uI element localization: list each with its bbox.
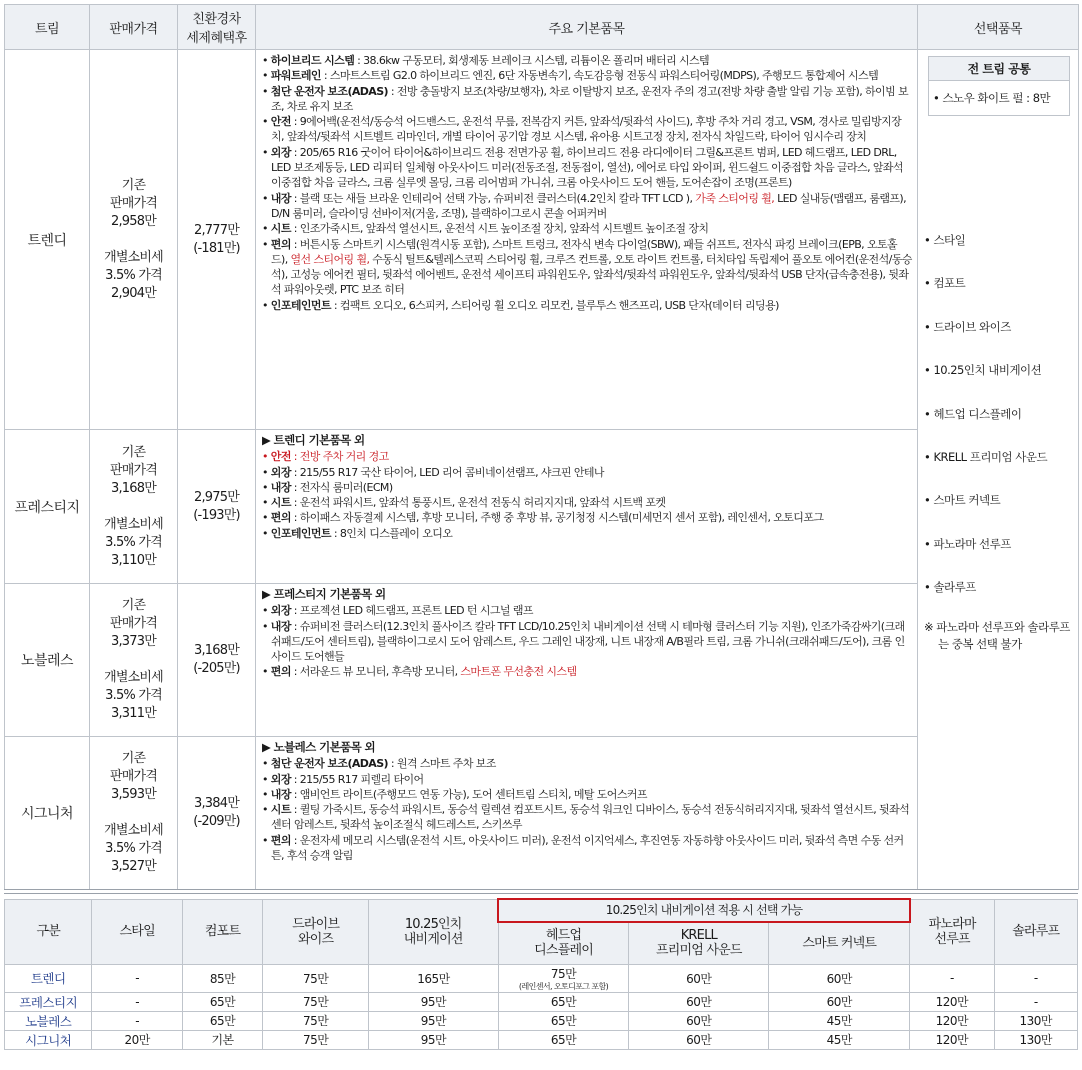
feature-item [262,68,913,83]
cell-comfort [182,1030,262,1049]
cell-style [92,992,183,1011]
sub-header-drive-wise [263,899,369,964]
feature-text: : 전방 충돌방지 보조(차량/보행자), 차로 이탈방지 보조, 운전자 주의 경고(전방 차량 출발 알림 기능 포함), 하이빔 보조, 차로 유지 보조 [271,84,909,113]
trim-price-table [4,4,1079,890]
bullet: • [262,526,271,540]
feature-text: : 퀼팅 가죽시트, 동승석 파워시트, 동승석 릴렉션 컴포트시트, 동승석 워크인 디바이스, 동승석 전동식허리지지대, 뒷좌석 열선시트, 뒷좌석 센터 암레스트, 뒷좌석 높이조절식 헤드레스트, 스키쓰루 [271,803,910,832]
trim-row-trendy [5,50,1079,430]
price-gap [91,804,176,822]
feature-category: 편의 [270,833,291,847]
feature-text: : 215/55 R17 피렐리 타이어 [290,772,424,786]
sub-header-krell-line2: 프리미엄 사운드 [656,943,742,958]
price-line: 판매가격 [109,616,158,631]
cell-value: 120만 [935,1014,969,1028]
cell-value: 65만 [550,995,577,1009]
bullet: • [262,145,271,159]
cell-navi [369,1030,499,1049]
cell-comfort [182,1011,262,1030]
bullet: • [262,619,271,633]
option-item: • 스타일 [924,233,966,247]
feature-text: : 운전석 파워시트, 앞좌석 통풍시트, 운전석 전동식 허리지지대, 앞좌석 시트백 포켓 [290,496,666,510]
common-option-box [928,56,1070,116]
trim-discount-price [178,430,256,584]
price-line: 3,593만 [111,787,156,802]
option-item: • 드라이브 와이즈 [924,319,1011,334]
feature-item [262,619,913,665]
price-line: 3.5% 가격 [105,534,162,550]
main-header-row [5,5,1079,50]
bullet: • [262,298,271,312]
option-item: • 10.25인치 내비게이션 [924,363,1042,378]
option-item: • 헤드업 디스플레이 [924,406,1022,421]
trim-features [256,430,918,584]
feature-text: : 215/55 R17 국산 타이어, LED 리어 콤비네이션램프, 샤크핀 안테나 [290,465,604,479]
price-line: 판매가격 [109,769,158,784]
bullet: • [262,604,271,618]
cell-style [92,964,183,992]
cell-sunroof [910,1011,994,1030]
trim-price [90,584,178,737]
bullet: • [262,54,271,67]
sub-header-style: 스타일 [92,899,183,964]
bullet: • [262,480,271,494]
bullet: • [262,237,271,251]
sub-header-sunroof-line2: 선루프 [934,931,970,947]
feature-item [262,480,913,495]
cell-style [92,1011,183,1030]
cell-krell [629,1011,769,1030]
cell-connect [769,964,910,992]
price-line: 기존 [121,177,146,193]
cell-value: 45만 [826,1033,852,1047]
feature-category: 인포테인먼트 [270,526,331,540]
bullet: • [262,84,271,98]
cell-value: 20만 [124,1033,150,1047]
feature-text: : 38.6kw 구동모터, 회생제동 브레이크 시스템, 리튬이온 폴리머 배터리 시스템 [354,54,710,67]
cell-hud [498,964,629,992]
option-item: • 스마트 커넥트 [924,493,1001,508]
header-features: 주요 기본품목 [256,5,918,50]
price-line: 기존 [121,751,146,766]
cell-value: 95만 [420,1033,447,1047]
bullet: • [262,450,271,464]
feature-text: : 9에어백(운전석/동승석 어드밴스드, 운전석 무릎, 전복감지 커튼, 앞좌석/뒷좌석 사이드), 후방 주차 거리 경고, VSM, 경사로 밀림방지장치, 앞좌석/뒷좌석 시트벨트 리마인더, 개별 타이어 공기압 경보 시스템, 유아용 시트고정 장치, 전자식 차일드락, 타이어 임시수리 장치 [271,115,902,144]
feature-item [262,84,913,115]
cell-value: - [1033,971,1038,985]
feature-text: : 프로젝션 LED 헤드램프, 프론트 LED 턴 시그널 램프 [290,604,533,618]
cell-comfort [182,992,262,1011]
cell-value: - [949,971,954,985]
trim-row-prestige [5,430,1079,584]
option-note: ※ 파노라마 선루프와 솔라루프는 중복 선택 불가 [924,619,1070,651]
cell-value: 165만 [417,971,450,986]
trim-features [256,584,918,737]
feature-category: 인포테인먼트 [270,298,331,312]
cell-style [92,1030,183,1049]
feature-category: 파워트레인 [270,69,321,83]
feature-category: 하이브리드 시스템 [270,54,355,67]
feature-category: 내장 [270,191,291,205]
common-option-item: • 스노우 화이트 펄 : 8만 [933,91,1051,105]
cell-value: 95만 [420,995,447,1009]
feature-category: 편의 [270,237,291,251]
feature-category: 첨단 운전자 보조(ADAS) [270,757,388,771]
cell-value: 60만 [826,971,852,986]
cell-note: (레인센서, 오토디포그 포함) [518,981,609,991]
price-line: 개별소비세 [104,823,163,838]
feature-item [262,237,913,298]
feature-category: 내장 [270,480,291,494]
header-discount-line2: 세제혜택후 [186,31,247,46]
trim-price [90,737,178,890]
price-line: 개별소비세 [104,249,163,265]
cell-value: 기본 [211,1033,234,1047]
trim-discount-price [178,50,256,430]
options-cell [918,50,1079,890]
feature-category: 외장 [270,772,291,786]
sub-header-navigation-group: 10.25인치 내비게이션 적용 시 선택 가능 [498,899,909,922]
cell-sunroof [910,1030,994,1049]
price-line: 3.5% 가격 [105,267,162,283]
bullet: • [262,803,271,817]
cell-value: 75만 [302,971,329,986]
feature-category: 첨단 운전자 보조(ADAS) [270,84,388,98]
price-line: 2,958만 [111,213,156,229]
cell-value: 60만 [686,1033,712,1047]
cell-value: 65만 [209,1014,236,1028]
sub-header-comfort: 컴포트 [182,899,262,964]
sub-header-navigation [369,899,499,964]
cell-hud [498,992,629,1011]
cell-navi [369,1011,499,1030]
price-line: 3.5% 가격 [105,841,162,856]
price-line: 개별소비세 [104,516,163,532]
cell-krell [629,964,769,992]
cell-value: - [135,994,140,1009]
feature-text: : 서라운드 뷰 모니터, 후측방 모니터, [290,665,461,679]
price-line: 3,527만 [111,859,156,874]
feature-item [262,191,913,222]
price-line: 기존 [121,598,146,613]
trim-features [256,737,918,890]
feature-text: : 버튼시동 스마트키 시스템(원격시동 포함), 스마트 트렁크, 전자식 변속 다이얼(SBW), 패들 쉬프트, 전자식 파킹 브레이크(EPB, 오토홀드), [271,237,898,266]
feature-section-title: ▶ 트렌디 기본품목 외 [262,433,365,447]
table-row [5,1011,1078,1030]
cell-value: 130만 [1019,1014,1053,1028]
feature-item [262,465,913,480]
trim-row-noblesse [5,584,1079,737]
sub-header-category: 구분 [5,899,92,964]
section-divider [4,889,1078,894]
feature-category: 외장 [270,145,291,159]
feature-section-title: ▶ 노블레스 기본품목 외 [262,740,376,754]
feature-item [262,145,913,191]
sub-header-sunroof-line1: 파노라마 [928,916,976,932]
feature-item [262,772,913,787]
feature-item [262,449,913,464]
discount-line: 2,975만 [194,489,239,505]
price-line: 판매가격 [109,462,158,478]
bullet: • [262,496,271,510]
price-line: 3,110만 [111,552,156,568]
feature-category: 편의 [270,665,291,679]
cell-drive [263,1011,369,1030]
cell-value: 130만 [1019,1033,1053,1047]
bullet: • [262,787,271,801]
feature-text: LED 실내등(맵램프, 룸램프), D/N 룸미러, 슬라이딩 선바이저(거울, 조명), 블랙하이그로시 콘솔 어퍼커버 [271,191,907,220]
discount-line: (-181만) [193,240,240,256]
trim-discount-price [178,737,256,890]
cell-value: 65만 [209,995,236,1009]
feature-category: 시트 [270,222,291,236]
sub-header-drive-wise-line1: 드라이브 [292,916,340,932]
sub-header-drive-wise-line2: 와이즈 [298,931,334,947]
bullet: • [262,222,271,236]
cell-solar [994,1030,1077,1049]
cell-navi [369,964,499,992]
cell-connect [769,1011,910,1030]
feature-text: : 205/65 R16 굿이어 타이어&하이브리드 전용 전면가공 휠, 하이브리드 전용 라디에이터 그릴&프론트 범퍼, LED 헤드램프, LED DRL, LED 보조제동등, LED 리피터 일체형 아웃사이드 미러(전동조절, 전동접이, 열선), 에어로 타입 와이퍼, 윈드쉴드 이중접합 차음 글라스, 앞좌석 이중접합 차음 글라스, 크롬 실루엣 몰딩, 크롬 리어범퍼 가니쉬, 크롬 아웃사이드 도어 핸들, 도어손잡이 조명(프론트) [271,145,903,190]
cell-sunroof [910,964,994,992]
feature-item [262,53,913,68]
feature-category: 내장 [270,619,291,633]
option-item: • KRELL 프리미엄 사운드 [924,449,1048,464]
table-row [5,964,1078,992]
discount-line: 2,777만 [194,222,239,238]
discount-line: 3,168만 [194,643,239,658]
option-list [924,232,1074,623]
feature-category: 편의 [270,511,291,525]
feature-section-title: ▶ 프레스티지 기본품목 외 [262,587,386,601]
price-line: 판매가격 [109,195,158,211]
discount-line: (-209만) [193,814,240,829]
feature-item [262,787,913,802]
cell-value: 60만 [686,971,712,986]
trim-price [90,50,178,430]
header-options: 선택품목 [918,5,1079,50]
sub-header-hud-line2: 디스플레이 [534,943,593,958]
cell-value: 75만 [302,1014,329,1028]
cell-value: 120만 [935,1033,969,1047]
feature-item [262,114,913,145]
price-line: 3,373만 [111,634,156,649]
feature-text: 가죽 스티어링 휠, [695,191,775,205]
sub-header-navigation-line2: 내비게이션 [403,931,463,947]
feature-text: : 스마트스트림 G2.0 하이브리드 엔진, 6단 자동변속기, 속도감응형 전동식 파워스티어링(MDPS), 주행모드 통합제어 시스템 [320,69,879,83]
trim-name: 노블레스 [5,584,90,737]
sub-header-krell [629,922,769,964]
cell-drive [263,992,369,1011]
cell-krell [629,992,769,1011]
feature-category: 시트 [270,496,291,510]
price-gap [91,651,176,669]
option-item: • 컴포트 [924,276,966,291]
feature-text: : 원격 스마트 주차 보조 [387,757,496,771]
feature-item [262,603,913,618]
cell-value: 120만 [935,995,969,1009]
feature-category: 시트 [270,803,291,817]
main-table-body [5,50,1079,890]
sub-header-row-1 [5,899,1078,922]
feature-text: : 컴팩트 오디오, 6스피커, 스티어링 휠 오디오 리모컨, 블루투스 핸즈프리, USB 단자(데이터 리딩용) [330,298,779,312]
cell-connect [769,992,910,1011]
trim-price [90,430,178,584]
cell-value: 95만 [420,1014,447,1028]
row-trim-name: 시그니처 [5,1030,92,1049]
feature-item [262,221,913,236]
feature-text: 수동식 틸트&텔레스코픽 스티어링 휠, 크루즈 컨트롤, 오토 라이트 컨트롤, 터치타입 독립제어 풀오토 에어컨(운전석/동승석), 고성능 에어컨 필터, 뒷좌석 에어벤트, 운전석 세이프티 파워윈도우, 앞좌석/뒷좌석 파워윈도우, 앞좌석/뒷좌석 USB 단자(급속충전용), 뒷좌석 파워아웃렛, PTC 보조 히터 [271,252,912,297]
option-item: • 파노라마 선루프 [924,536,1011,551]
option-item: • 솔라루프 [924,580,976,595]
trim-name: 프레스티지 [5,430,90,584]
trim-name: 트렌디 [5,50,90,430]
cell-solar [994,964,1077,992]
cell-value: 60만 [686,1014,712,1028]
cell-solar [994,1011,1077,1030]
trim-name: 시그니처 [5,737,90,890]
feature-item [262,526,913,541]
feature-text: : 앰비언트 라이트(주행모드 연동 가능), 도어 센터트림 스티치, 메탈 도어스커프 [290,787,647,801]
header-price: 판매가격 [90,5,178,50]
bullet: • [262,69,271,83]
price-line: 3.5% 가격 [105,688,162,703]
price-line: 기존 [121,444,146,460]
cell-navi [369,992,499,1011]
cell-hud [498,1011,629,1030]
sub-header-sunroof [910,899,994,964]
cell-value: 45만 [826,1014,852,1028]
feature-item [262,664,913,679]
feature-category: 내장 [270,787,291,801]
feature-text: : 슈퍼비전 클러스터(12.3인치 풀사이즈 칼라 TFT LCD/10.25인치 내비게이션 선택 시 테마형 클러스터 기능 지원), 인조가죽감싸기(크래쉬패드/도어 센터트림), 블랙하이그로시 도어 암레스트, 우드 그레인 내장재, 니트 내장재 A/B필라 트림, 크롬 가니쉬(크래쉬패드/도어), 크롬 인사이드 도어핸들 [271,619,905,664]
cell-drive [263,964,369,992]
feature-category: 안전 [270,115,291,129]
cell-value: 75만 [302,1033,329,1047]
cell-drive [263,1030,369,1049]
cell-value: 75만 [302,995,329,1009]
table-row [5,992,1078,1011]
feature-item [262,756,913,771]
feature-text: 열선 스티어링 휠, [290,252,370,266]
cell-value: 65만 [550,1014,577,1028]
price-line: 3,311만 [111,706,156,721]
feature-text: : 전자식 룸미러(ECM) [290,480,393,494]
feature-category: 안전 [270,450,291,464]
feature-item [262,510,913,525]
trim-features [256,50,918,430]
sub-header-hud-line1: 헤드업 [545,928,582,943]
price-line: 개별소비세 [104,670,163,685]
feature-category: 외장 [270,604,291,618]
feature-item [262,802,913,833]
sub-table-body [5,964,1078,1049]
bullet: • [262,191,271,205]
price-line: 2,904만 [111,285,156,301]
cell-value: 85만 [209,971,236,986]
price-gap [91,498,176,516]
sub-header-krell-line1: KRELL [680,928,717,943]
cell-sunroof [910,992,994,1011]
cell-value: - [135,971,140,985]
header-discount-line1: 친환경차 [192,12,241,27]
bullet: • [262,665,271,679]
sub-header-hud [498,922,629,964]
cell-value: 65만 [550,1033,577,1047]
feature-text: : 하이패스 자동결제 시스템, 후방 모니터, 주행 중 후방 뷰, 공기청정 시스템(미세먼지 센서 포함), 레인센서, 오토디포그 [290,511,824,525]
cell-value: - [1033,994,1038,1009]
discount-line: (-205만) [193,661,240,676]
cell-hud [498,1030,629,1049]
cell-value: - [135,1013,140,1028]
sub-header-smart-connect: 스마트 커넥트 [769,922,910,964]
bullet: • [262,772,271,786]
row-trim-name: 프레스티지 [5,992,92,1011]
table-row [5,1030,1078,1049]
cell-solar [994,992,1077,1011]
header-discount [178,5,256,50]
cell-value: 60만 [826,995,852,1009]
row-trim-name: 노블레스 [5,1011,92,1030]
cell-krell [629,1030,769,1049]
trim-discount-price [178,584,256,737]
feature-text: : 8인치 디스플레이 오디오 [330,526,453,540]
feature-item [262,495,913,510]
trim-row-signature [5,737,1079,890]
bullet: • [262,511,271,525]
sub-header-navigation-line1: 10.25인치 [404,916,462,932]
common-option-title: 전 트림 공통 [929,57,1069,81]
row-trim-name: 트렌디 [5,964,92,992]
header-trim: 트림 [5,5,90,50]
cell-value: 75만 [550,966,577,981]
discount-line: (-193만) [193,507,240,523]
feature-category: 외장 [270,465,291,479]
feature-item [262,298,913,313]
bullet: • [262,465,271,479]
feature-text: : 인조가죽시트, 앞좌석 열선시트, 운전석 시트 높이조절 장치, 앞좌석 시트벨트 높이조절 장치 [290,222,709,236]
option-price-table [4,898,1078,1050]
cell-connect [769,1030,910,1049]
bullet: • [262,757,271,771]
feature-item [262,833,913,864]
cell-comfort [182,964,262,992]
price-line: 3,168만 [111,480,156,496]
bullet: • [262,833,271,847]
bullet: • [262,115,271,129]
feature-text: : 운전자세 메모리 시스템(운전석 시트, 아웃사이드 미러), 운전석 이지억세스, 후진연동 자동하향 아웃사이드 미러, 뒷좌석 측면 수동 선커튼, 후석 승객 알림 [271,833,904,863]
feature-text: 스마트폰 무선충전 시스템 [460,665,577,679]
price-gap [91,231,176,249]
cell-value: 60만 [686,995,712,1009]
feature-text: : 전방 주차 거리 경고 [290,450,389,464]
sub-header-solar-roof: 솔라루프 [994,899,1077,964]
discount-line: 3,384만 [194,796,239,811]
feature-text: : 블랙 또는 새들 브라운 인테리어 선택 가능, 슈퍼비전 클러스터(4.2인치 칼라 TFT LCD ), [290,191,696,205]
